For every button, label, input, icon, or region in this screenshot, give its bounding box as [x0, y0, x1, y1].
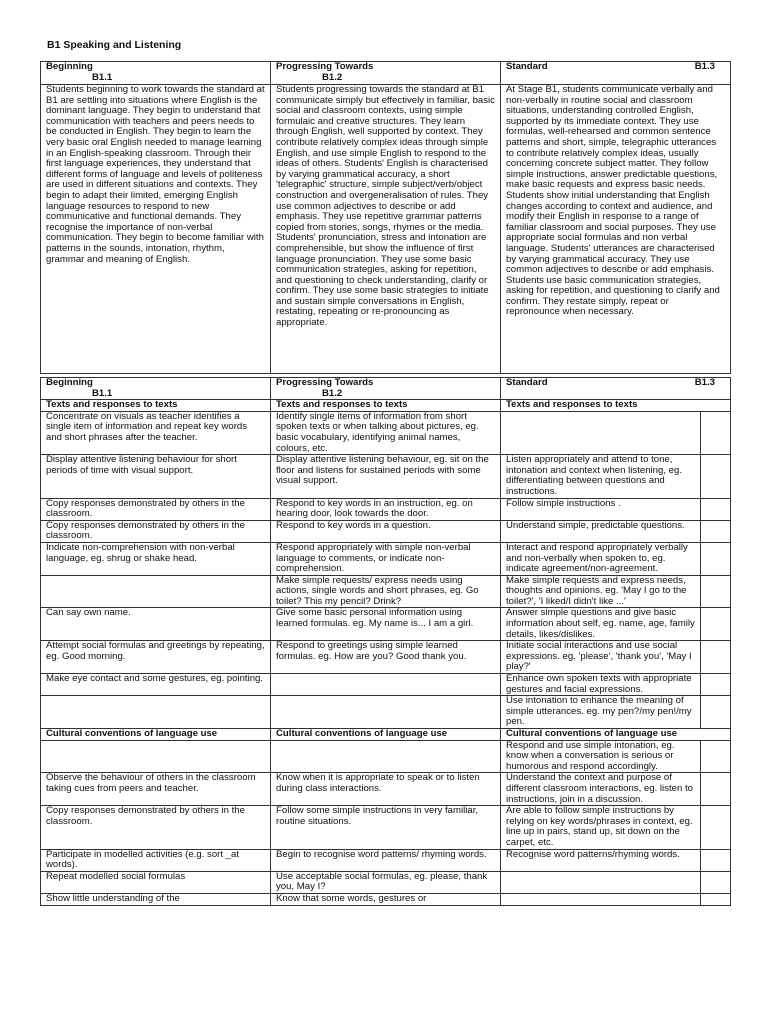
indicators-table — [40, 377, 731, 906]
header-standard-label: Standard — [506, 377, 548, 388]
checkbox-cell — [701, 674, 731, 696]
cell-beginning: Indicate non-comprehension with non-verbal language, eg. shrug or shake head. — [41, 542, 271, 575]
cell-standard: Understand the context and purpose of different classroom interactions, eg. listen to instructions, join in a discussion. — [501, 773, 701, 806]
checkbox-cell — [701, 696, 731, 729]
header-beginning-label: Beginning — [46, 377, 93, 388]
cell-progressing: Make simple requests/ express needs using actions, single words and short phrases, eg. Go toilet? This my pencil? Drink? — [271, 575, 501, 608]
checkbox-cell — [701, 608, 731, 641]
cell-progressing: Identify single items of information from short spoken texts or when talking about pictures, eg. basic vocabulary, identifying animal names, colours, etc. — [271, 411, 501, 454]
table-row — [41, 411, 731, 454]
checkbox-cell — [701, 773, 731, 806]
table-row — [41, 498, 731, 520]
cell-beginning: Can say own name. — [41, 608, 271, 641]
checkbox-cell — [701, 575, 731, 608]
description-progressing: Students progressing towards the standard at B1 communicate simply but effectively in familiar, basic social and classroom contexts, using simple formulaic and creative structures. They learn through English, well supported by context. They contribute relatively complex ideas through simple English, and use simple English to respond to the ideas of others. Students' English is characterised by varying grammatical accuracy, a short 'telegraphic' structure, simple subject/verb/object construction and overgeneralisation of rules. They use common adjectives to describe or add emphasis. They use repetitive grammar patterns copied from stories, songs, rhymes or the media. Students' pronunciation, stress and intonation are comprehensible, but show the influence of first language pronunciation. They use some basic communication strategies, asking for repetition, and questioning to check understanding, clarify or confirm. They use some basic strategies to initiate and sustain simple conversations in English, restating, repeating or re-pronouncing as appropriate. — [271, 85, 501, 374]
checkbox-cell — [701, 849, 731, 871]
table-row — [41, 849, 731, 871]
header-standard — [501, 378, 731, 400]
section-heading-row — [41, 729, 731, 741]
cell-standard: Make simple requests and express needs, thoughts and opinions. eg. 'May I go to the toilet?', 'I liked/I didn't like ...' — [501, 575, 701, 608]
header-standard-code: B1.3 — [694, 377, 716, 388]
cell-beginning — [41, 575, 271, 608]
cell-beginning: Repeat modelled social formulas — [41, 871, 271, 893]
cell-beginning: Copy responses demonstrated by others in the classroom. — [41, 806, 271, 849]
cell-standard: Initiate social interactions and use social expressions. eg. 'please', 'thank you', 'May I play?' — [501, 641, 701, 674]
checkbox-cell — [701, 542, 731, 575]
cell-beginning — [41, 696, 271, 729]
cell-beginning: Make eye contact and some gestures, eg. pointing. — [41, 674, 271, 696]
header-progressing-code: B1.2 — [322, 387, 343, 399]
section-heading: Texts and responses to texts — [501, 400, 731, 412]
description-beginning: Students beginning to work towards the standard at B1 are settling into situations where English is the dominant language. They begin to understand that communication with teachers and peers needs to be conducted in English. They begin to learn the very basic oral English needed to manage learning in an English-speaking classroom. Through their first language experiences, they understand that different forms of language and levels of politeness are used in different situations and contexts. They begin to adapt their limited, emerging English language resources to respond to new communicative and functional demands. They recognise the importance of non-verbal communication. They begin to become familiar with patterns in the sounds, intonation, rhythm, grammar and meaning of English. — [41, 85, 271, 374]
cell-standard: Enhance own spoken texts with appropriate gestures and facial expressions. — [501, 674, 701, 696]
cell-progressing — [271, 696, 501, 729]
header-beginning-code: B1.1 — [92, 71, 113, 83]
cell-standard: Listen appropriately and attend to tone, intonation and context when listening, eg. differentiating between questions and instructions. — [501, 455, 701, 498]
cell-beginning: Copy responses demonstrated by others in the classroom. — [41, 498, 271, 520]
table-row — [41, 773, 731, 806]
table-row — [41, 674, 731, 696]
cell-standard — [501, 411, 701, 454]
header-progressing — [271, 378, 501, 400]
cell-progressing: Begin to recognise word patterns/ rhyming words. — [271, 849, 501, 871]
cell-standard: Answer simple questions and give basic information about self, eg. name, age, family details, likes/dislikes. — [501, 608, 701, 641]
section-heading: Cultural conventions of language use — [501, 729, 731, 741]
checkbox-cell — [701, 871, 731, 893]
overview-table — [40, 61, 731, 374]
cell-beginning: Copy responses demonstrated by others in the classroom. — [41, 520, 271, 542]
cell-progressing: Know when it is appropriate to speak or to listen during class interactions. — [271, 773, 501, 806]
header-beginning-label: Beginning — [46, 61, 93, 72]
table-row — [41, 575, 731, 608]
header-beginning — [41, 378, 271, 400]
page-title: B1 Speaking and Listening — [47, 39, 182, 51]
header-beginning — [41, 62, 271, 85]
section-heading-row — [41, 400, 731, 412]
cell-progressing: Know that some words, gestures or — [271, 893, 501, 905]
checkbox-cell — [701, 740, 731, 773]
cell-progressing: Respond appropriately with simple non-verbal language to comments, or indicate non-comprehension. — [271, 542, 501, 575]
header-standard-code: B1.3 — [694, 61, 715, 72]
table-row — [41, 455, 731, 498]
header-progressing-code: B1.2 — [322, 71, 343, 83]
cell-beginning: Display attentive listening behaviour for short periods of time with visual support. — [41, 455, 271, 498]
checkbox-cell — [701, 411, 731, 454]
header-standard-label: Standard — [506, 61, 548, 72]
cell-standard — [501, 893, 701, 905]
table-row — [41, 542, 731, 575]
section-heading: Texts and responses to texts — [271, 400, 501, 412]
table-row — [41, 871, 731, 893]
header-beginning-code: B1.1 — [92, 387, 113, 399]
cell-standard: Respond and use simple intonation, eg. know when a conversation is serious or humorous and respond accordingly. — [501, 740, 701, 773]
cell-progressing: Use acceptable social formulas, eg. please, thank you, May I? — [271, 871, 501, 893]
header-progressing-label: Progressing Towards — [276, 61, 374, 72]
description-standard: At Stage B1, students communicate verbally and non-verbally in routine social and classroom situations, understanding controlled English, supported by its immediate context. They use formulas, well-rehearsed and common sentence patterns and short, simple, telegraphic utterances to contribute relatively complex ideas, usually concerning concrete subject matter. They follow simple instructions, answer predictable questions, make basic requests and express basic needs. Students show initial understanding that English changes according to context and audience, and modify their English in response to a range of familiar classroom and social purposes. They use appropriate social formulas and non verbal language. Students' utterances are characterised by varying grammatical accuracy. They use common adjectives to describe or add emphasis. Students use basic communication strategies, asking for repetition, and questioning to clarify and confirm. They restate simply, repeat or repronounce when necessary. — [501, 85, 731, 374]
cell-standard: Interact and respond appropriately verbally and non-verbally when spoken to, eg. indicate agreement/non-agreement. — [501, 542, 701, 575]
checkbox-cell — [701, 806, 731, 849]
cell-beginning: Attempt social formulas and greetings by repeating, eg. Good morning. — [41, 641, 271, 674]
cell-progressing: Follow some simple instructions in very familiar, routine situations. — [271, 806, 501, 849]
cell-standard: Use intonation to enhance the meaning of simple utterances. eg. my pen?/my pen!/my pen. — [501, 696, 701, 729]
section-heading: Texts and responses to texts — [41, 400, 271, 412]
cell-beginning: Show little understanding of the — [41, 893, 271, 905]
table-row — [41, 740, 731, 773]
header-progressing-label: Progressing Towards — [276, 377, 374, 388]
cell-standard: Recognise word patterns/rhyming words. — [501, 849, 701, 871]
cell-beginning — [41, 740, 271, 773]
cell-standard: Are able to follow simple instructions by relying on key words/phrases in context, eg. line up in pairs, stand up, sit down on the carpet, etc. — [501, 806, 701, 849]
cell-progressing — [271, 740, 501, 773]
cell-standard — [501, 871, 701, 893]
table-row — [41, 806, 731, 849]
table-row — [41, 893, 731, 905]
table-row — [41, 608, 731, 641]
checkbox-cell — [701, 498, 731, 520]
table-row — [41, 696, 731, 729]
cell-beginning: Observe the behaviour of others in the classroom taking cues from peers and teacher. — [41, 773, 271, 806]
cell-beginning: Concentrate on visuals as teacher identifies a single item of information and repeat key words and short phrases after the teacher. — [41, 411, 271, 454]
cell-progressing: Respond to greetings using simple learned formulas. eg. How are you? Good thank you. — [271, 641, 501, 674]
cell-progressing: Respond to key words in an instruction, eg. on hearing door, look towards the door. — [271, 498, 501, 520]
cell-progressing: Respond to key words in a question. — [271, 520, 501, 542]
section-heading: Cultural conventions of language use — [271, 729, 501, 741]
cell-standard: Understand simple, predictable questions. — [501, 520, 701, 542]
table-row — [41, 520, 731, 542]
cell-standard: Follow simple instructions . — [501, 498, 701, 520]
cell-progressing: Give some basic personal information using learned formulas. eg. My name is... I am a girl. — [271, 608, 501, 641]
checkbox-cell — [701, 893, 731, 905]
checkbox-cell — [701, 455, 731, 498]
section-heading: Cultural conventions of language use — [41, 729, 271, 741]
cell-progressing — [271, 674, 501, 696]
checkbox-cell — [701, 520, 731, 542]
cell-progressing: Display attentive listening behaviour, eg. sit on the floor and listens for sustained periods with some visual support. — [271, 455, 501, 498]
header-standard — [501, 62, 731, 85]
table-row — [41, 641, 731, 674]
cell-beginning: Participate in modelled activities (e.g. sort _at words). — [41, 849, 271, 871]
checkbox-cell — [701, 641, 731, 674]
header-progressing — [271, 62, 501, 85]
